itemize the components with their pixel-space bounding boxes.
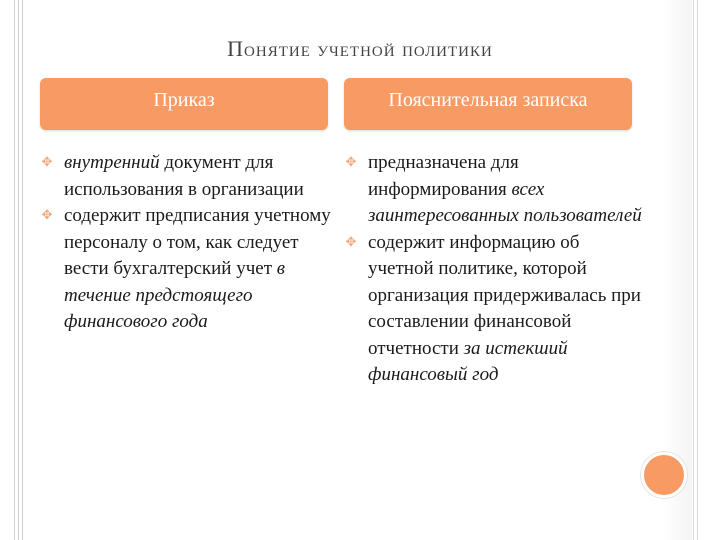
left-column <box>40 150 332 336</box>
item-text-italic: в течение предстоящего финансового года <box>64 258 286 332</box>
item-text: документ для использования в организации <box>64 152 304 200</box>
list-item <box>40 203 332 336</box>
right-decor-line <box>693 0 694 540</box>
left-decor-line <box>22 0 23 540</box>
item-text: содержит информацию об учетной политике, которой организация придерживалась при составлении финансовой отчетности <box>368 231 641 359</box>
item-text: содержит предписания учетному персоналу о том, как следует вести бухгалтерский учет <box>64 205 331 279</box>
right-decor-line <box>697 0 698 540</box>
list-item <box>344 150 644 230</box>
bullet-icon: ✥ <box>345 234 357 250</box>
item-text-italic: всех заинтересованных пользователей <box>368 178 642 226</box>
header-box-explanatory-note <box>344 78 632 130</box>
left-decor-line <box>14 0 15 540</box>
bullet-icon: ✥ <box>41 208 53 223</box>
list-item <box>40 150 332 203</box>
bullet-icon: ✥ <box>345 155 357 170</box>
item-text-italic: внутренний <box>64 152 160 173</box>
item-text: предназначена для информирования <box>368 152 519 200</box>
decor-circle <box>641 452 687 498</box>
header-label: Пояснительная записка <box>388 88 588 111</box>
right-column <box>344 150 644 389</box>
list-item <box>344 230 644 389</box>
item-text-italic: за истекший финансовый год <box>368 337 568 385</box>
left-decor-line <box>18 0 19 540</box>
bullet-icon: ✥ <box>41 155 53 170</box>
header-label: Приказ <box>153 88 215 111</box>
page-title: Понятие учетной политики <box>227 36 493 61</box>
header-box-order <box>40 78 328 130</box>
